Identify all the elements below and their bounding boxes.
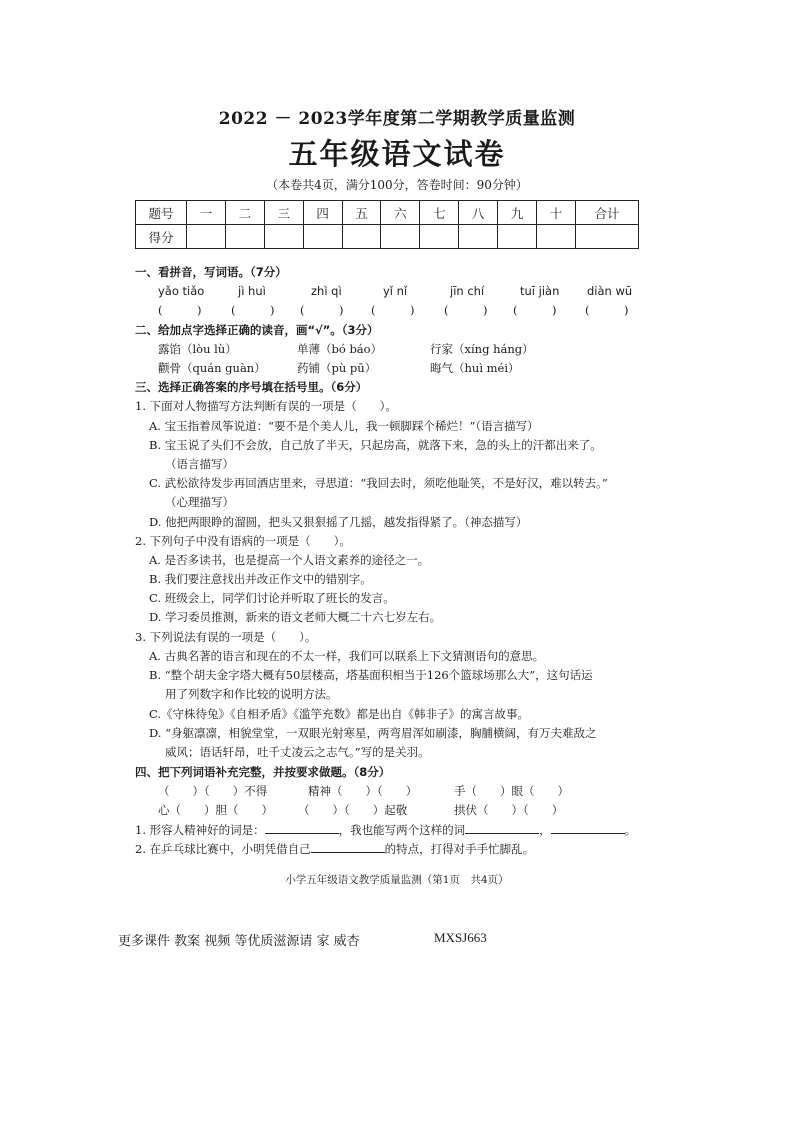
- pinyin-3: zhì qì: [311, 284, 342, 298]
- score-entry[interactable]: [537, 225, 576, 249]
- score-cell: 九: [498, 201, 537, 225]
- answer-blank[interactable]: ( ): [371, 303, 415, 317]
- option-3-3-a: A. 古典名著的语言和现在的不太一样，我们可以联系上下文猜测语句的意思。: [149, 649, 545, 663]
- score-entry[interactable]: [576, 225, 639, 249]
- option-3-2-d: D. 学习委员推测，新来的语文老师大概二十六七岁左右。: [149, 610, 442, 624]
- option-3-3-c: C.《守株待兔》《自相矛盾》《滥竽充数》都是出自《韩非子》的寓言故事。: [149, 707, 530, 721]
- score-cell: 三: [264, 201, 303, 225]
- score-cell: 合计: [576, 201, 639, 225]
- idiom-fill[interactable]: 手（ ）眼（ ）: [454, 784, 569, 798]
- option-3-1-b: B. 宝玉说了头们不会放，自己放了半天，只起房高，就落下来，急的头上的汗都出来了。: [149, 438, 602, 452]
- question-4-1-text: ，我也能写两个这样的词: [338, 823, 466, 837]
- idiom-fill[interactable]: （ ）（ ）不得: [158, 784, 268, 798]
- answer-line[interactable]: [551, 832, 625, 834]
- answer-blank[interactable]: ( ): [444, 303, 488, 317]
- option-3-3-b-cont: 用了列数字和作比较的说明方法。: [165, 687, 338, 701]
- reading-option[interactable]: 行家（xíng háng）: [430, 342, 534, 356]
- reading-option[interactable]: 露馅（lòu lù）: [158, 342, 237, 356]
- promo-text: 更多课件 教案 视频 等优质滋源请 家 威杏: [118, 934, 360, 949]
- option-3-1-c-note: （心理描写）: [165, 495, 234, 509]
- score-cell: 七: [420, 201, 459, 225]
- exam-info: （本卷共4页，满分100分，答卷时间：90分钟）: [266, 178, 528, 192]
- idiom-fill[interactable]: 拱伏（ ）（ ）: [454, 803, 564, 817]
- score-entry[interactable]: [342, 225, 381, 249]
- question-4-1-text: 1. 形容人精神好的词是：: [135, 823, 265, 837]
- score-cell: 一: [187, 201, 226, 225]
- score-entry[interactable]: [303, 225, 342, 249]
- score-entry[interactable]: [459, 225, 498, 249]
- score-cell: 题号: [136, 201, 187, 225]
- score-table-header-row: [136, 201, 639, 225]
- score-entry[interactable]: [420, 225, 459, 249]
- answer-line[interactable]: [465, 832, 539, 834]
- score-table-score-row: [136, 225, 639, 249]
- score-cell: 十: [537, 201, 576, 225]
- score-entry[interactable]: [187, 225, 226, 249]
- score-entry[interactable]: [264, 225, 303, 249]
- score-cell: 五: [342, 201, 381, 225]
- score-label: 得分: [136, 225, 187, 249]
- question-3-2: 2. 下列句子中没有语病的一项是（ ）。: [135, 534, 351, 548]
- option-3-2-a: A. 是否多读书，也是提高一个人语文素养的途径之一。: [149, 553, 430, 567]
- option-3-1-b-note: （语言描写）: [165, 457, 234, 471]
- score-entry[interactable]: [381, 225, 420, 249]
- option-3-1-d: D. 他把两眼睁的溜圆，把头又狠狠摇了几摇，越发指得紧了。（神态描写）: [149, 515, 528, 529]
- answer-line[interactable]: [311, 851, 385, 853]
- score-entry[interactable]: [225, 225, 264, 249]
- reading-option[interactable]: 单薄（bó báo）: [297, 342, 383, 356]
- exam-period-heading: 2022 － 2023学年度第二学期教学质量监测: [218, 109, 576, 129]
- option-3-3-d-cont: 威风；语话轩昂，吐千丈凌云之志气。”写的是关羽。: [165, 745, 430, 759]
- section-2-title: 二、给加点字选择正确的读音，画“√”。（3分）: [135, 323, 379, 337]
- reading-option[interactable]: 药铺（pù pū）: [297, 361, 377, 375]
- option-3-1-a: A. 宝玉指着凤筝说道：“要不是个美人儿，我一顿脚踩个稀烂！”（语言描写）: [149, 419, 539, 433]
- score-cell: 四: [303, 201, 342, 225]
- question-4-2-text: 的特点，打得对手手忙脚乱。: [384, 842, 535, 856]
- score-entry[interactable]: [498, 225, 537, 249]
- page-footer: 小学五年级语文教学质量监测（第1页 共4页）: [285, 874, 509, 886]
- pinyin-1: yǎo tiǎo: [158, 284, 205, 298]
- answer-blank[interactable]: ( ): [585, 303, 629, 317]
- option-3-1-c: C. 武松欲待发步再回酒店里来，寻思道：“我回去时，须吃他耻笑，不是好汉，难以转去。”: [149, 476, 608, 490]
- question-4-1-end: 。: [624, 823, 637, 837]
- answer-blank[interactable]: ( ): [300, 303, 344, 317]
- section-1-title: 一、看拼音，写词语。（7分）: [135, 265, 287, 279]
- section-3-title: 三、选择正确答案的序号填在括号里。（6分）: [135, 380, 368, 394]
- exam-title: 五年级语文试卷: [288, 137, 506, 171]
- answer-blank[interactable]: ( ): [231, 303, 275, 317]
- question-3-1: 1. 下面对人物描写方法判断有误的一项是（ ）。: [135, 399, 397, 413]
- idiom-fill[interactable]: 心（ ）胆（ ）: [158, 803, 273, 817]
- answer-line[interactable]: [265, 832, 339, 834]
- score-cell: 八: [459, 201, 498, 225]
- idiom-fill[interactable]: 精神（ ）（ ）: [308, 784, 418, 798]
- question-4-1: [135, 822, 636, 838]
- pinyin-2: jì huì: [238, 284, 266, 298]
- option-3-3-d: D. “身躯凛凛，相貌堂堂，一双眼光射寒星，两弯眉浑如刷漆，胸脯横阔，有万夫难敌之: [149, 726, 597, 740]
- question-4-2-text: 2. 在乒乓球比赛中，小明凭借自己: [135, 842, 311, 856]
- option-3-2-c: C. 班级会上，同学们讨论并听取了班长的发言。: [149, 591, 395, 605]
- promo-code: MXSJ663: [434, 930, 487, 945]
- score-table: [135, 200, 639, 249]
- question-3-3: 3. 下列说法有误的一项是（ ）。: [135, 630, 317, 644]
- reading-option[interactable]: 颧骨（quán guàn）: [158, 361, 266, 375]
- answer-blank[interactable]: ( ): [513, 303, 557, 317]
- pinyin-7: diàn wū: [587, 284, 633, 298]
- pinyin-6: tuī jiàn: [520, 284, 560, 298]
- score-cell: 六: [381, 201, 420, 225]
- answer-blank[interactable]: ( ): [158, 303, 202, 317]
- score-cell: 二: [225, 201, 264, 225]
- section-4-title: 四、把下列词语补充完整，并按要求做题。（8分）: [135, 765, 391, 779]
- question-4-1-sep: ，: [539, 823, 551, 837]
- option-3-3-b: B. “整个胡夫金字塔大概有50层楼高，塔基面积相当于126个篮球场那么大”，这句话运: [149, 668, 593, 682]
- pinyin-5: jīn chí: [450, 284, 485, 298]
- reading-option[interactable]: 晦气（huì méi）: [430, 361, 520, 375]
- idiom-fill[interactable]: （ ）（ ）起敬: [298, 803, 408, 817]
- question-4-2: [135, 841, 534, 857]
- pinyin-4: yǐ nǐ: [383, 284, 408, 298]
- option-3-2-b: B. 我们要注意找出并改正作文中的错别字。: [149, 572, 372, 586]
